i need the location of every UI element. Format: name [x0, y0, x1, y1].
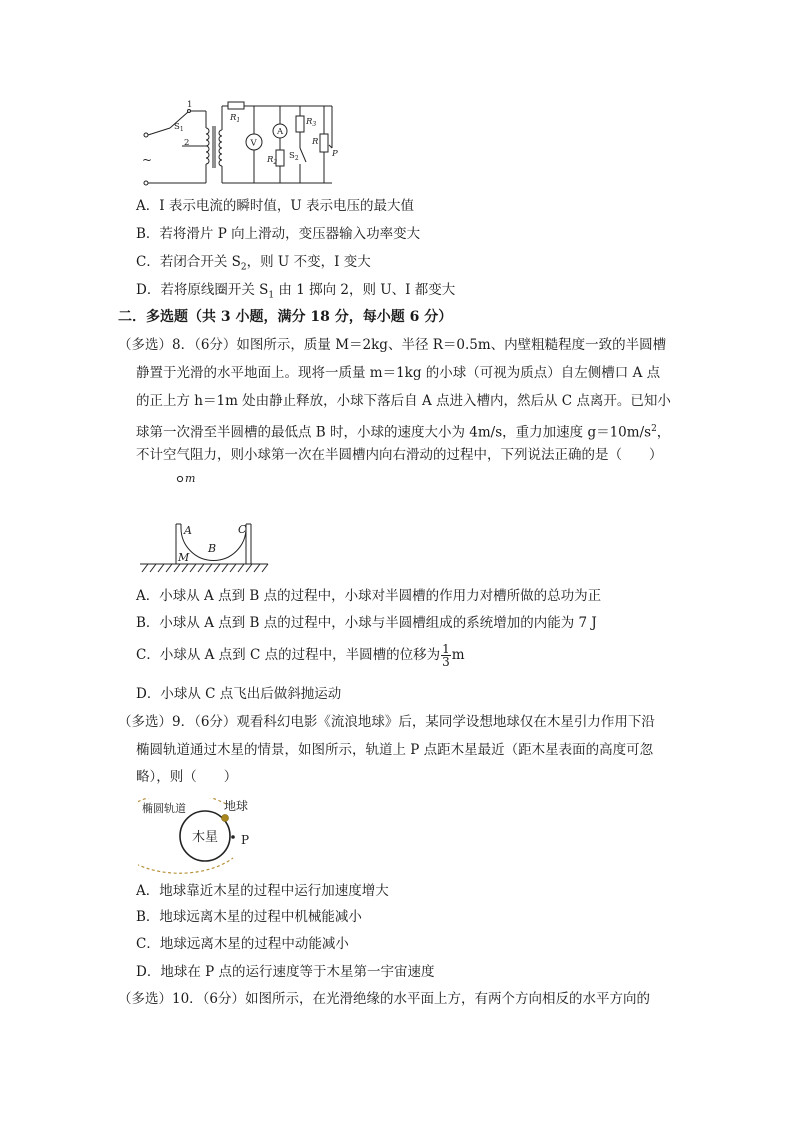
q8-option-d: D．小球从 C 点飞出后做斜抛运动	[136, 686, 342, 702]
q10-line-1: （多选）10．（6分）如图所示，在光滑绝缘的水平面上方，有两个方向相反的水平方向的	[118, 991, 651, 1007]
label-p: P	[241, 833, 250, 847]
q8-line-2: 静置于光滑的水平地面上。现将一质量 m＝1kg 的小球（可视为质点）自左侧槽口 A 点	[136, 365, 661, 381]
label-r1: $R_1$	[230, 113, 241, 124]
q9-option-a: A．地球靠近木星的过程中运行加速度增大	[136, 883, 389, 899]
label-ac: ~	[142, 153, 153, 167]
label-1: 1	[187, 100, 193, 110]
label-v: V	[250, 138, 257, 149]
label-r2: $R_2$	[267, 155, 278, 166]
q9-line-1: （多选）9．（6分）观看科幻电影《流浪地球》后，某同学设想地球仅在木星引力作用下沿	[118, 714, 655, 730]
label-b: B	[208, 542, 217, 555]
q9-option-d: D．地球在 P 点的运行速度等于木星第一宇宙速度	[136, 964, 435, 980]
q8-line-3: 的正上方 h＝1m 处由静止释放，小球下落后自 A 点进入槽内，然后从 C 点离开。已知小	[136, 393, 671, 409]
q7-option-c: C．若闭合开关 $S_2$，则 U 不变，I 变大	[136, 254, 371, 273]
label-m-mass: M	[178, 551, 190, 564]
label-orbit: 椭圆轨道	[142, 802, 186, 815]
q7-option-d: D．若将原线圈开关 $S_1$ 由 1 掷向 2，则 U、I 都变大	[136, 282, 456, 301]
q8-option-a: A．小球从 A 点到 B 点的过程中，小球对半圆槽的作用力对槽所做的总功为正	[136, 588, 602, 604]
label-m: m	[185, 472, 196, 485]
label-earth: 地球	[224, 799, 249, 813]
label-r: R	[312, 137, 319, 147]
q7-option-a: A．I 表示电流的瞬时值，U 表示电压的最大值	[136, 198, 415, 214]
label-p: P	[332, 149, 338, 159]
label-s2: $S_2$	[289, 151, 299, 162]
q9-option-b: B．地球远离木星的过程中机械能减小	[136, 909, 362, 925]
section-heading: 二．多选题（共 3 小题，满分 18 分，每小题 6 分）	[118, 309, 453, 325]
label-c: C	[238, 523, 247, 536]
label-r3: $R_3$	[306, 117, 317, 128]
circuit-diagram	[140, 98, 350, 190]
q8-line-5: 不计空气阻力，则小球第一次在半圆槽内向右滑动的过程中，下列说法正确的是（ ）	[136, 447, 663, 463]
q9-option-c: C．地球远离木星的过程中动能减小	[136, 936, 349, 952]
q9-line-3: 略），则（ ）	[136, 769, 238, 785]
label-jupiter: 木星	[192, 830, 219, 845]
q7-option-b: B．若将滑片 P 向上滑动，变压器输入功率变大	[136, 226, 421, 242]
q9-line-2: 椭圆轨道通过木星的情景，如图所示，轨道上 P 点距木星最近（距木星表面的高度可忽	[136, 742, 654, 758]
q8-line-1: （多选）8．（6分）如图所示，质量 M＝2kg、半径 R＝0.5m、内壁粗糙程度一致的半圆槽	[118, 337, 667, 353]
half-groove-diagram	[138, 468, 270, 580]
label-2: 2	[184, 138, 190, 148]
orbit-diagram	[138, 798, 268, 874]
label-a: A	[277, 127, 284, 137]
label-s1: $S_1$	[174, 122, 184, 133]
q8-option-b: B．小球从 A 点到 B 点的过程中，小球与半圆槽组成的系统增加的内能为 7 J	[136, 615, 597, 631]
fraction: $\frac{1}{3}$	[442, 642, 450, 669]
label-a: A	[184, 524, 192, 537]
q8-line-4: 球第一次滑至半圆槽的最低点 B 时，小球的速度大小为 4m/s，重力加速度 $g=10m/s^2$，	[136, 424, 671, 441]
q8-option-c: C．小球从 A 点到 C 点的过程中，半圆槽的位移为 $\frac{1}{3}$ m	[136, 642, 465, 669]
